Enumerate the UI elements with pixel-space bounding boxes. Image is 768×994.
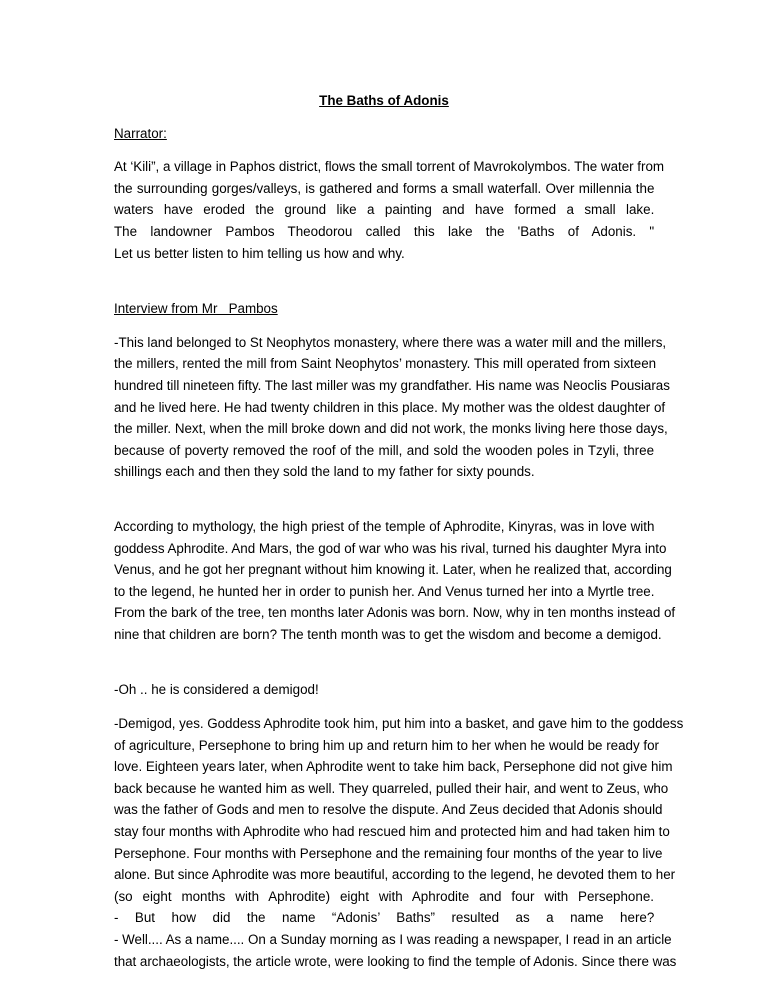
paragraph-line: hundred till nineteen fifty. The last miller was my grandfather. His name was Neoclis Pousiaras	[114, 377, 670, 393]
document-title: The Baths of Adonis	[319, 93, 449, 108]
paragraph-line: -Demigod, yes. Goddess Aphrodite took him, put him into a basket, and gave him to the goddess	[114, 716, 684, 732]
paragraph-line: -This land belonged to St Neophytos monastery, where there was a water mill and the millers,	[114, 334, 667, 350]
paragraph-line: - But how did the name “Adonis’ Baths” resulted as a name here?	[114, 910, 655, 926]
paragraph-line: to the legend, he hunted her in order to punish her. And Venus turned her into a Myrtle tree.	[114, 583, 655, 599]
narrator-heading: Narrator:	[114, 125, 167, 141]
paragraph-line: At ‘Kili”, a village in Paphos district, flows the small torrent of Mavrokolymbos. The water from	[114, 159, 665, 175]
paragraph-line: waters have eroded the ground like a painting and have formed a small lake.	[114, 202, 655, 218]
question-line: -Oh .. he is considered a demigod!	[114, 682, 319, 698]
paragraph-line: Persephone. Four months with Persephone and the remaining four months of the year to live	[114, 845, 663, 861]
paragraph-line: goddess Aphrodite. And Mars, the god of war who was his rival, turned his daughter Myra into	[114, 540, 667, 556]
paragraph-line: Let us better listen to him telling us how and why.	[114, 245, 405, 261]
paragraph-line: stay four months with Aphrodite who had rescued him and protected him and had taken him to	[114, 824, 670, 840]
paragraph-line: nine that children are born? The tenth month was to get the wisdom and become a demigod.	[114, 626, 662, 642]
demigod-paragraph	[114, 713, 684, 972]
paragraph-line: love. Eighteen years later, when Aphrodite went to take him back, Persephone did not give him	[114, 759, 673, 775]
mythology-paragraph	[114, 516, 676, 646]
paragraph-line: shillings each and then they sold the land to my father for sixty pounds.	[114, 464, 535, 480]
paragraph-line: was the father of Gods and men to resolve the dispute. And Zeus decided that Adonis should	[114, 802, 663, 818]
paragraph-line: - Well.... As a name.... On a Sunday morning as I was reading a newspaper, I read in an article	[114, 932, 672, 947]
interview-heading: Interview from Mr Pambos	[114, 301, 278, 317]
paragraph-line: of agriculture, Persephone to bring him up and return him to her when he would be ready for	[114, 737, 659, 753]
paragraph-line: back because he wanted him as well. They quarreled, pulled their hair, and went to Zeus, who	[114, 780, 669, 796]
narrator-paragraph	[114, 156, 665, 264]
paragraph-line: The landowner Pambos Theodorou called this lake the 'Baths of Adonis. "	[114, 223, 655, 239]
document-page	[114, 90, 684, 972]
paragraph-line: the millers, rented the mill from Saint Neophytos’ monastery. This mill operated from sixteen	[114, 356, 657, 372]
paragraph-line: the surrounding gorges/valleys, is gathered and forms a small waterfall. Over millennia the	[114, 180, 655, 196]
paragraph-line: and he lived here. He had twenty children in this place. My mother was the oldest daughter of	[114, 399, 666, 415]
paragraph-line: because of poverty removed the roof of the mill, and sold the wooden poles in Tzyli, three	[114, 442, 655, 458]
interview-paragraph	[114, 332, 670, 483]
paragraph-line: alone. But since Aphrodite was more beautiful, according to the legend, he devoted them to her	[114, 867, 676, 883]
paragraph-line: the miller. Next, when the mill broke down and did not work, the monks living here those days,	[114, 421, 668, 437]
paragraph-line: (so eight months with Aphrodite) eight with Aphrodite and four with Persephone.	[114, 888, 654, 904]
paragraph-line: From the bark of the tree, ten months later Adonis was born. Now, why in ten months instead of	[114, 605, 676, 621]
paragraph-line: Venus, and he got her pregnant without him knowing it. Later, when he realized that, according	[114, 562, 672, 578]
paragraph-line: According to mythology, the high priest of the temple of Aphrodite, Kinyras, was in love with	[114, 518, 655, 534]
paragraph-line: that archaeologists, the article wrote, were looking to find the temple of Adonis. Since there was	[114, 953, 677, 969]
